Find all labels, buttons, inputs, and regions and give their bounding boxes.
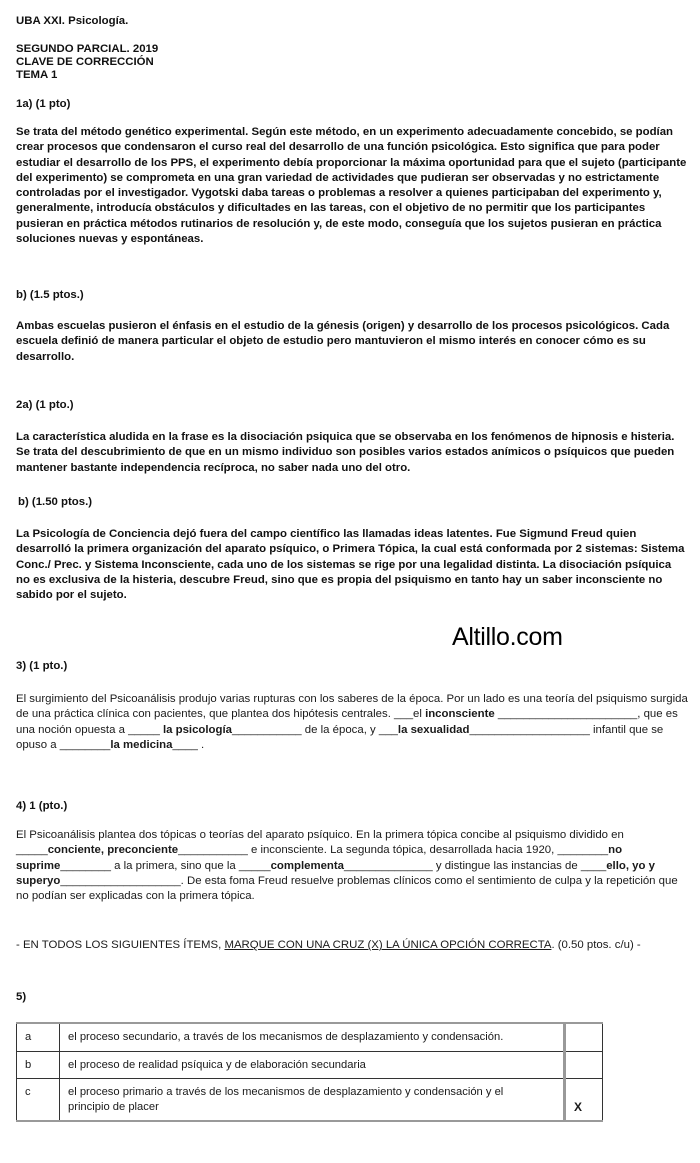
q3-answer-3: la sexualidad bbox=[397, 723, 470, 736]
q3-text bbox=[16, 692, 688, 753]
q4-text bbox=[16, 828, 688, 904]
q2a-answer: La característica aludida en la frase es la disociación psiquica que se observaba en los fenómenos de hipnosis e histeria. Se trata del descubrimiento de que en un mismo individuo son posibles varios estados anímicos o psíquicos que pueden mantener bastante independencia recíproca, no saber nada uno del otro. bbox=[16, 431, 675, 474]
q2b-answer: La Psicología de Conciencia dejó fuera del campo científico las llamadas ideas latentes. Fue Sigmund Freud quien desarrolló la primera organización del aparato psíquico, o Primera Tópica, la cual está conformada por 2 sistemas: Sistema Conc./ Prec. y Sistema Inconsciente, cada uno de los sistemas se rige por una legalidad distinta. La disociación psíquica no es exclusiva de la histeria, descubre Freud, sino que es propia del psiquismo en tanto hay un saber inconsciente no sabido por el sujeto. bbox=[16, 528, 685, 602]
instructions-emphasis: MARQUE CON UNA CRUZ (X) LA ÚNICA OPCIÓN CORRECTA bbox=[224, 939, 552, 951]
institution-title: UBA XXI. Psicología. bbox=[16, 15, 129, 27]
instructions-suffix: . (0.50 ptos. c/u) - bbox=[551, 939, 641, 951]
q3-text-part: El surgimiento del Psicoanálisis produjo varias rupturas con los saberes de la época. Por un lado es una teoría del psiquismo surgida de una práctica clínica con pacientes, que plantea dos hipótesis centrales. ___el bbox=[16, 693, 688, 721]
q4-text-part: ______________ y distingue las instancias de ____ bbox=[344, 859, 607, 872]
theme-title: TEMA 1 bbox=[16, 69, 58, 81]
q4-answer-3: complementa bbox=[270, 859, 344, 872]
q2a-label: 2a) (1 pto.) bbox=[16, 399, 74, 411]
option-text: el proceso primario a través de los mecanismos de desplazamiento y condensación y el principio de placer bbox=[60, 1079, 565, 1122]
q4-text-part: El Psicoanálisis plantea dos tópicas o teorías del aparato psíquico. En la primera tópica concibe al psiquismo dividido en _____ bbox=[16, 829, 624, 857]
q4-answer-2: no suprime bbox=[16, 844, 623, 872]
table-row bbox=[17, 1079, 603, 1122]
q3-text-part: ___________ de la época, y ___ bbox=[231, 723, 398, 736]
option-mark-cell[interactable]: X bbox=[565, 1079, 603, 1122]
q3-label: 3) (1 pto.) bbox=[16, 660, 68, 672]
q2b-label: b) (1.50 ptos.) bbox=[18, 496, 93, 508]
instructions bbox=[16, 938, 688, 953]
q4-text-part: ___________________. De esta foma Freud resuelve problemas clínicos como el sentimiento de culpa y la repetición que no podían ser explicadas con la primera tópica. bbox=[16, 874, 678, 903]
option-text: el proceso secundario, a través de los mecanismos de desplazamiento y condensación. bbox=[60, 1023, 565, 1051]
q1b-answer: Ambas escuelas pusieron el énfasis en el estudio de la génesis (origen) y desarrollo de los procesos psicológicos. Cada escuela definió de manera particular el objeto de estudio pero mantuvieron el mismo interés en conocer cómo es su desarrollo. bbox=[16, 320, 670, 363]
table-row bbox=[17, 1023, 603, 1051]
q1a-answer: Se trata del método genético experimental. Según este método, en un experimento adecuadamente concebido, se podían crear procesos que condensaron el curso real del desarrollo de una función psicológica. Esto significa que para poder estudiar el desarrollo de los PPS, el experimento debía proporcionar la máxima oportunidad para que el sujeto (participante del experimento) se comprometa en una gran variedad de actividades que pudieran ser observadas y no estrictamente controladas por el investigador. Vygotski daba tareas o problemas a resolver a quienes participaban del experimento y, generalmente, introducía obstáculos y dificultades en las tareas, con el objetivo de no permitir que los participantes pusieran en práctica métodos rutinarios de resolución y, de este modo, conseguía que los sujetos pusieran en práctica soluciones nuevas y espontáneas. bbox=[16, 126, 687, 246]
option-text: el proceso de realidad psíquica y de elaboración secundaria bbox=[60, 1051, 565, 1079]
option-mark-cell[interactable] bbox=[565, 1023, 603, 1051]
option-letter: a bbox=[17, 1023, 60, 1051]
watermark: Altillo.com bbox=[452, 623, 563, 651]
q3-answer-2: la psicología bbox=[162, 723, 232, 736]
q4-answer-1: conciente, preconciente bbox=[47, 844, 179, 857]
q3-text-part: ____ . bbox=[172, 738, 205, 751]
correction-key-title: CLAVE DE CORRECCIÓN bbox=[16, 56, 154, 68]
q1b-label: b) (1.5 ptos.) bbox=[16, 289, 84, 301]
table-row bbox=[17, 1051, 603, 1079]
q5-options-table bbox=[16, 1022, 603, 1122]
q4-text-part: ___________ e inconsciente. La segunda tópica, desarrollada hacia 1920, ________ bbox=[178, 844, 609, 857]
q4-text-part: ________ a la primera, sino que la _____ bbox=[60, 859, 271, 872]
q5-label: 5) bbox=[16, 991, 27, 1003]
q4-label: 4) 1 (pto.) bbox=[16, 800, 68, 812]
q4-answer-4: ello, yo y superyo bbox=[16, 859, 655, 887]
option-letter: c bbox=[17, 1079, 60, 1122]
q3-text-part: ______________________, que es una noción opuesta a _____ bbox=[16, 708, 678, 736]
q1a-label: 1a) (1 pto) bbox=[16, 98, 71, 110]
q3-text-part: ___________________ infantil que se opuso a ________ bbox=[16, 723, 664, 751]
option-mark-cell[interactable] bbox=[565, 1051, 603, 1079]
q3-answer-4: la medicina bbox=[110, 738, 173, 751]
q3-answer-1: inconsciente bbox=[425, 708, 495, 721]
option-letter: b bbox=[17, 1051, 60, 1079]
exam-title: SEGUNDO PARCIAL. 2019 bbox=[16, 43, 159, 55]
instructions-prefix: - EN TODOS LOS SIGUIENTES ÍTEMS, bbox=[16, 939, 225, 951]
